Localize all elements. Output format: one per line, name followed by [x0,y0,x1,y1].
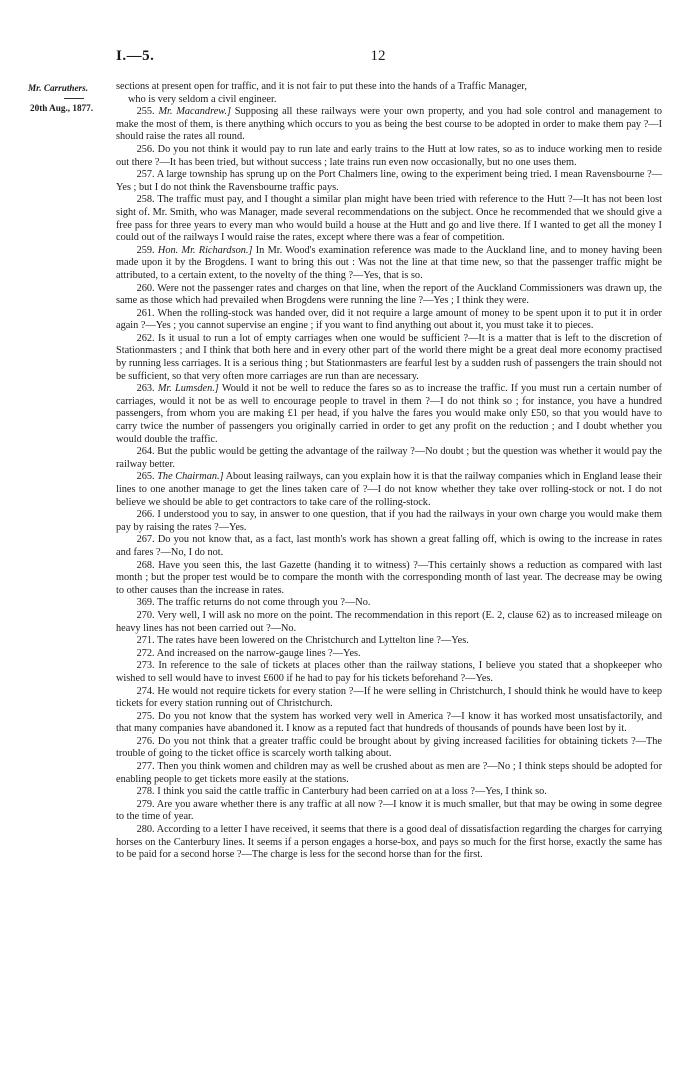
question-paragraph [116,106,662,144]
question-paragraph [116,333,662,383]
opening-line-1: sections at present open for traffic, and it is not fair to put these into the hands of a Traffic Manager, [116,81,527,92]
question-text: I understood you to say, in answer to one question, that if you had the railways in your own charge you would make them pay by raising the rates ?—Yes. [116,509,662,533]
question-paragraph [116,711,662,736]
margin-date: 20th Aug., 1877. [30,103,94,113]
question-number: 369. [136,597,155,609]
question-number: 266. [136,509,155,521]
question-text: In Mr. Wood's examination reference was made to the Auckland line, and to money having been made upon it by the Brogdens. I want to bring this out : Was not the line at that time new, so that the passenger traffic might be attributed, to a certain extent, to the novelty of the thing ?—Yes, that is so. [116,244,663,281]
question-text: In reference to the sale of tickets at places other than the railway stations, I believe you stated that a shopkeeper who wished to sell would have to invest £600 if he had to pay for his tickets beforehand ?—Yes. [116,660,662,684]
question-paragraph [116,283,662,308]
question-paragraph [116,245,662,283]
question-number: 270. [136,609,155,621]
question-paragraph [116,824,662,862]
question-number: 260. [136,282,155,294]
question-text: Is it usual to run a lot of empty carriages when one would be sufficient ?—It is a matter that is left to the discretion of Stationmasters ; and I think that both here and in every other part of the world there might be a great deal more economy practised by running less carriages. It is a serious thing ; but Stationmasters are fearful lest by a sudden rush of passengers the train should not be sufficient, so that very often more carriages are run than are necessary. [116,332,662,382]
question-text: The traffic must pay, and I thought a similar plan might have been tried with reference to the Hutt ?—It has not been lost sight of. Mr. Smith, who was Manager, made several recommendations on the subject. Once he recommended that we should give a free pass for three years to every man who would build a house at the Hutt and go and live there. If I wanted to get all the money I could out of the railways I would raise the rates, except where there was a fear of competition. [116,194,662,244]
question-number: 280. [136,824,155,836]
question-text: And increased on the narrow-gauge lines ?—Yes. [154,647,361,659]
question-paragraph [116,610,662,635]
margin-rule [64,98,84,99]
question-text: Do you not think that a greater traffic could be brought about by giving increased facilities for obtaining tickets ?—The trouble of going to the ticket office is scarcely worth talking about. [116,735,662,760]
document-body [116,81,662,862]
question-number: 258. [136,194,155,206]
question-number: 267. [136,534,155,546]
page-header [116,48,640,70]
question-number: 257. [136,169,155,181]
question-number: 274. [136,685,155,697]
question-text: Supposing all these railways were your own property, and you had sole control and management to make the most of them, is there anything which occurs to you as being the best course to be adopted in order to make them pay ?—I should raise the rates all round. [116,106,662,143]
question-number: 264. [136,446,155,458]
question-paragraph [116,786,662,799]
question-text: Do you not know that, as a fact, last month's work has shown a great falling off, which is owing to the increase in rates and fares ?—No, I do not. [116,534,662,558]
page-number: 12 [370,48,386,64]
question-paragraph [116,761,662,786]
question-text: About leasing railways, can you explain how it is that the railway companies which in England lease their lines to one another manage to get the lines taken care of ?—I do not know whether they take over rolling-stock or not. I do not believe we should be able to get contractors to take care of the rolling-stock. [116,471,662,508]
question-text: Very well, I will ask no more on the point. The recommendation in this report (E. 2, clause 62) as to increased mileage on heavy lines has not been carried out ?—No. [116,609,662,634]
question-number: 275. [136,710,155,722]
speaker-name: Mr. Macandrew.] [158,106,231,118]
question-paragraph [116,383,662,446]
question-text: He would not require tickets for every station ?—If he were selling in Christchurch, I should think he would have to keep tickets for every station running out of Christchurch. [116,685,662,710]
question-paragraph [116,799,662,824]
question-number: 271. [136,635,155,647]
question-number: 262. [136,332,155,344]
speaker-name: Hon. Mr. Richardson.] [157,244,253,256]
question-number: 278. [136,786,155,798]
question-paragraph [116,471,662,509]
question-number: 265. [136,471,155,483]
question-number: 255. [136,106,155,118]
question-paragraph [116,560,662,598]
question-paragraph [116,736,662,761]
question-number: 276. [136,735,155,747]
question-number: 263. [136,383,155,395]
question-text: When the rolling-stock was handed over, did it not require a large amount of money to be spent upon it to put it in order again ?—Yes ; you cannot supervise an engine ; if you want to find anything out about it, you must take it to pieces. [116,307,662,332]
document-reference: I.—5. [116,48,155,64]
question-paragraph [116,308,662,333]
question-paragraph [116,597,662,610]
question-text: Are you aware whether there is any traffic at all now ?—I know it is much smaller, but that may be owing in some degree to the time of year. [116,798,662,823]
question-paragraph [116,169,662,194]
question-text: Were not the passenger rates and charges on that line, when the report of the Auckland Commissioners was drawn up, the same as those which had prevailed when Brogdens were running the line ?—Yes ; I think they were. [116,282,662,307]
question-number: 273. [136,660,155,672]
question-text: Then you think women and children may as well be crushed about as men are ?—No ; I think steps should be adopted for enabling people to get tickets more easily at the stations. [116,761,662,785]
opening-line-2: who is very seldom a civil engineer. [128,93,277,105]
question-number: 272. [136,647,155,659]
speaker-name: The Chairman.] [157,471,224,483]
question-number: 261. [136,307,155,319]
question-text: Have you seen this, the last Gazette (handing it to witness) ?—This certainly shows a reduction as compared with last month ; but the proper test would be to compare the month with the corresponding month of last year. The decrease may be owing to other causes than the increase in rates. [116,559,662,596]
question-paragraph [116,660,662,685]
question-paragraph [116,446,662,471]
question-text: The rates have been lowered on the Christchurch and Lyttelton line ?—Yes. [154,635,469,647]
question-text: The traffic returns do not come through you ?—No. [154,597,371,609]
question-paragraph [116,509,662,534]
question-paragraph [116,144,662,169]
question-paragraph [116,534,662,559]
question-text: Do you not know that the system has worked very well in America ?—I know it has worked most unsatisfactorily, and that many companies have abandoned it. I know as a reputed fact that hundreds of thousands of pounds have been lost by it. [116,710,662,735]
question-number: 277. [136,761,155,773]
question-paragraph [116,648,662,661]
margin-witness-name: Mr. Carruthers. [28,83,89,93]
question-text: But the public would be getting the advantage of the railway ?—No doubt ; but the question was whether it would pay the railway better. [116,446,662,470]
question-paragraph [116,686,662,711]
question-text: According to a letter I have received, it seems that there is a good deal of dissatisfaction regarding the charges for carrying horses on the Canterbury lines. It seems if a person engages a horse-box, and pays so much for the first horse, exactly the same has to be paid for a second horse ?—The charge is less for the second horse than for the first. [116,824,662,861]
question-text: I think you said the cattle traffic in Canterbury had been carried on at a loss ?—Yes, I think so. [154,786,547,798]
question-paragraph [116,194,662,244]
question-paragraph [116,635,662,648]
question-text: Would it not be well to reduce the fares so as to increase the traffic. If you must run a certain number of carriages, would it not be as well to encourage people to travel in them ?—I do not think so ; for instance, you have a hundred passengers, from whom you are making £1 per head, if you halve the fares you would make only £50, so that you would have to carry twice the number of passengers you originally carried in order to get any profit on the reduction ; and I doubt whether you would double the traffic. [116,383,662,445]
question-text: A large township has sprung up on the Port Chalmers line, owing to the experiment being tried. I mean Ravensbourne ?—Yes ; but I do not think the Ravensbourne traffic pays. [116,169,662,193]
question-text: Do you not think it would pay to run late and early trains to the Hutt at low rates, so as to induce working men to reside out there ?—It has been tried, but without success ; late trains run even now occasionally, but no one uses them. [116,143,662,168]
question-number: 259. [136,244,155,256]
question-number: 279. [136,798,155,810]
question-number: 256. [136,143,155,155]
question-number: 268. [136,559,155,571]
speaker-name: Mr. Lumsden.] [157,383,219,395]
